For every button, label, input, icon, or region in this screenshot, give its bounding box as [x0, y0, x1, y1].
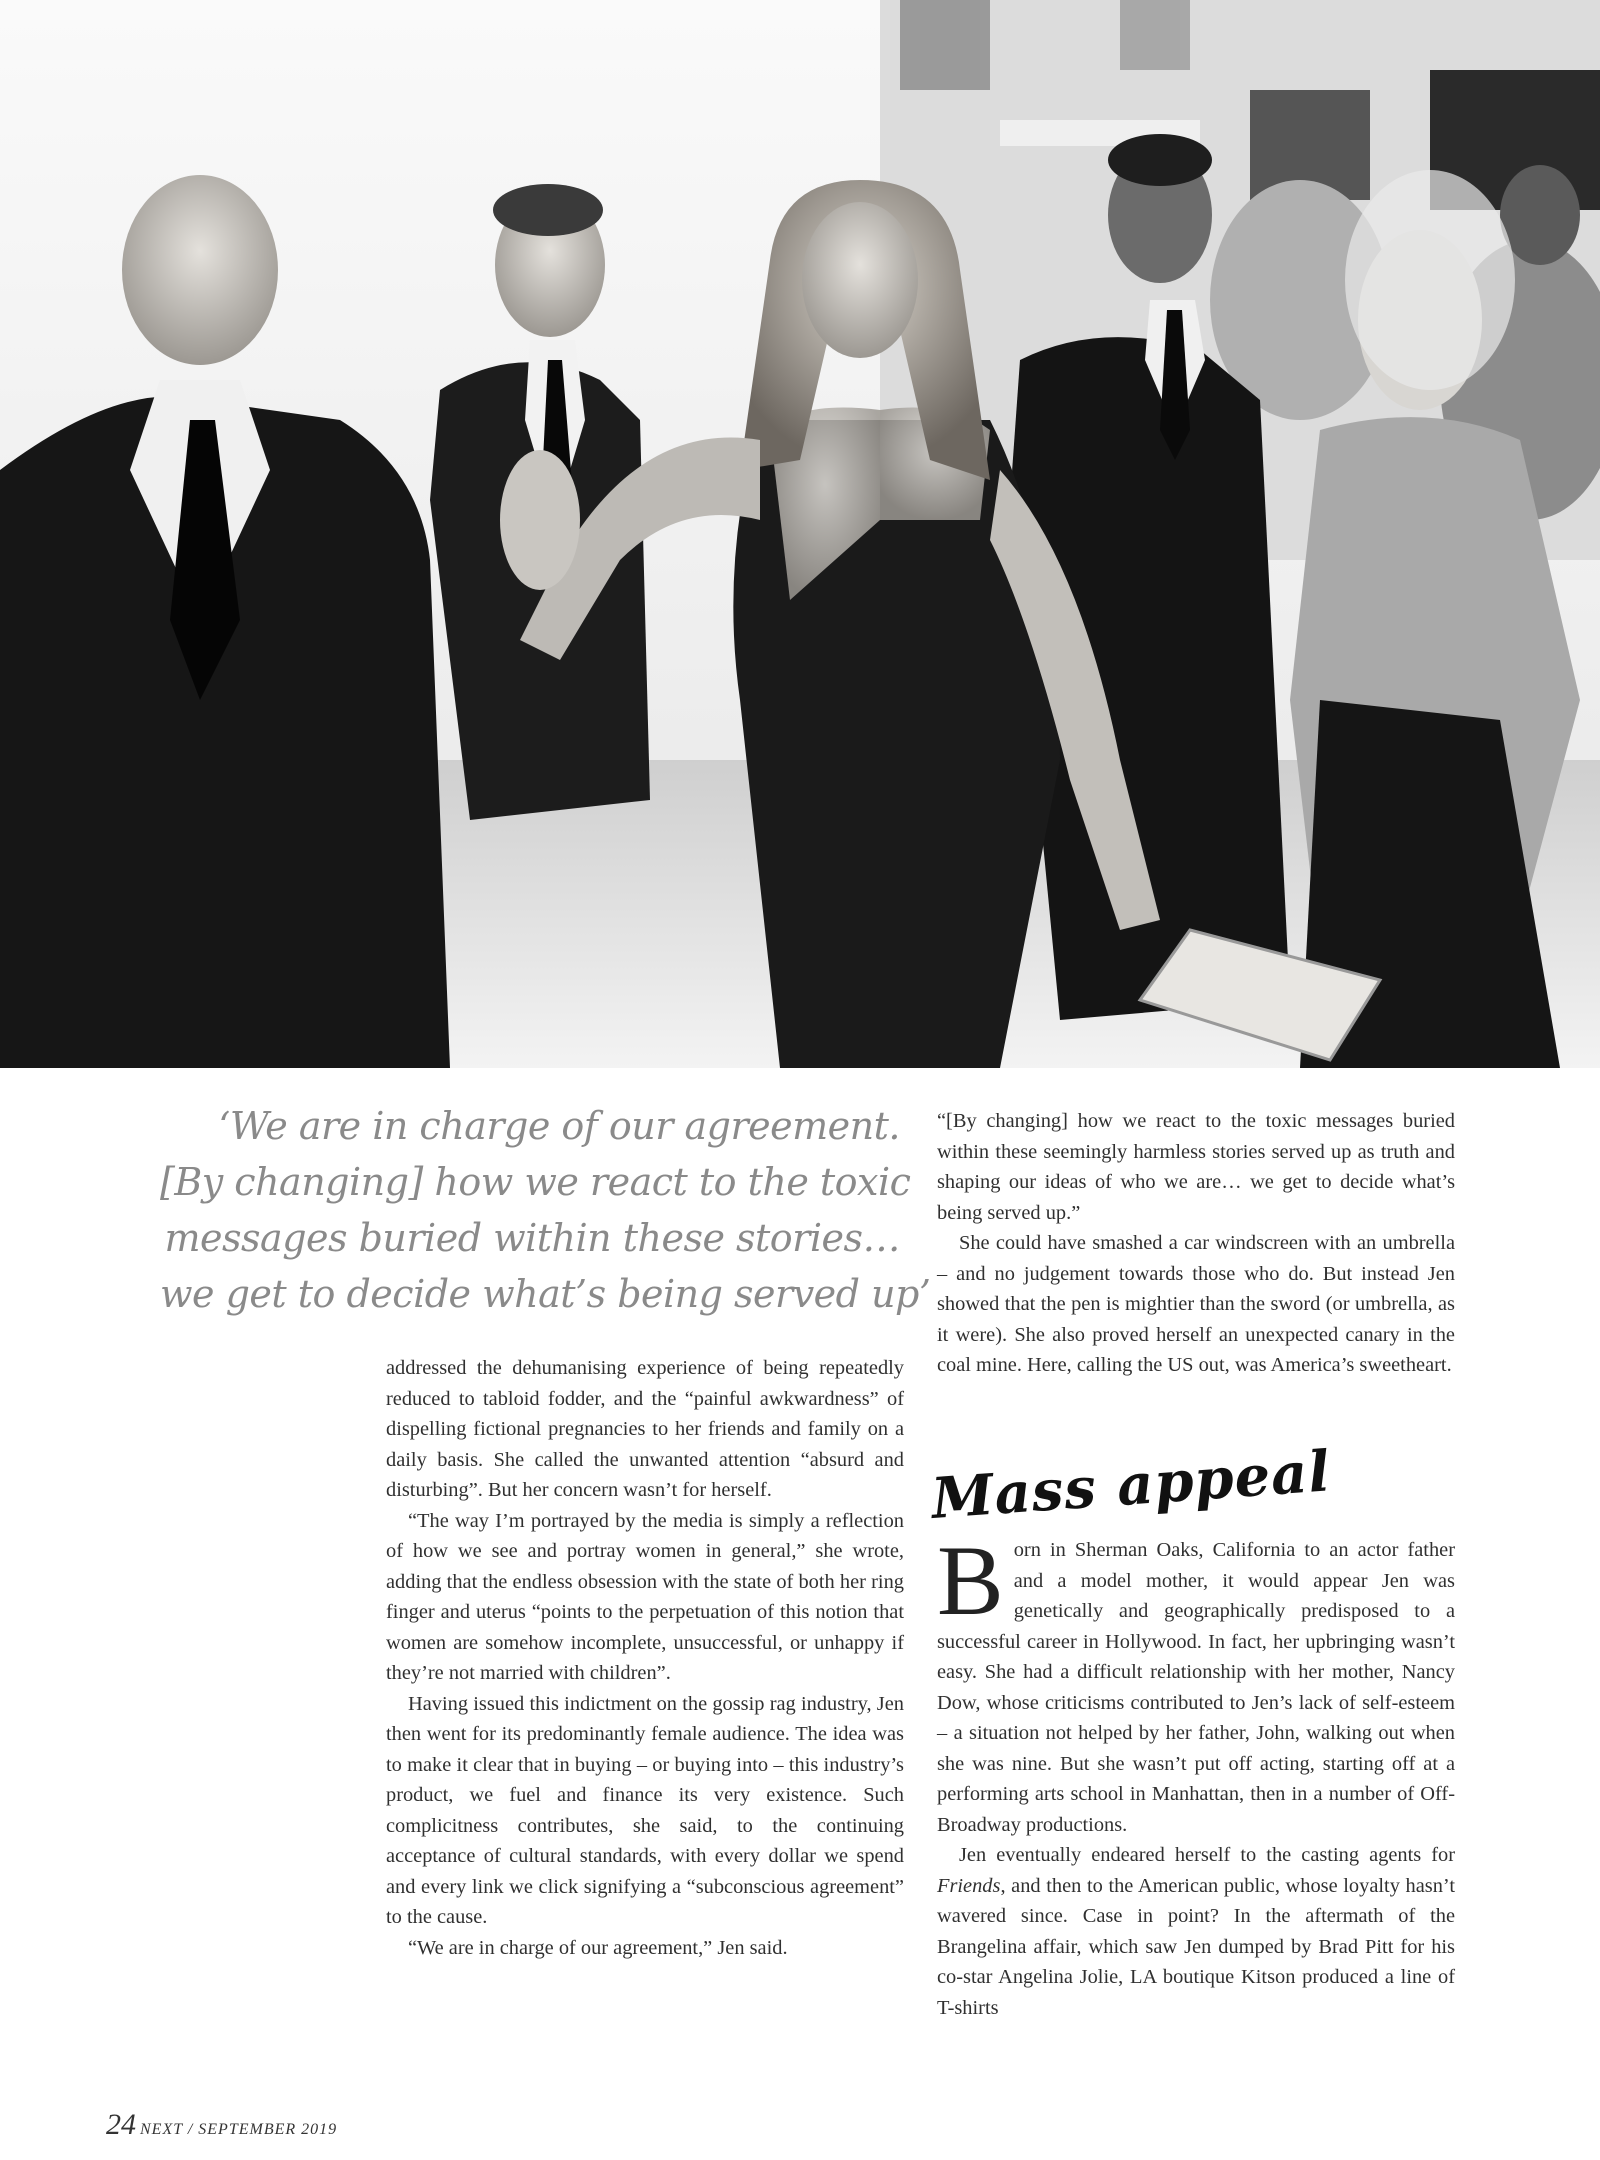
right-column-top	[937, 1106, 1455, 1381]
paragraph-text: , and then to the American public, whose loyalty hasn’t wavered since. Case in point? In the aftermath of the Brangelina affair, which saw Jen dumped by Brad Pitt for his co-star Angelina Jolie, LA boutique Kitson produced a line of T-shirts	[937, 1874, 1455, 2019]
pull-quote-line: we get to decide what’s being served up’	[160, 1272, 931, 1316]
show-title: Friends	[937, 1874, 1001, 1897]
drop-cap: B	[937, 1525, 1004, 1636]
magazine-issue: NEXT / SEPTEMBER 2019	[140, 2121, 338, 2138]
paragraph: “The way I’m portrayed by the media is simply a reflection of how we see and portray women in general,” she wrote, adding that the endless obsession with the state of both her ring finger and uterus “points to the perpetuation of this notion that women are somehow incomplete, unsuccessful, or unhappy if they’re not married with children”.	[386, 1509, 904, 1684]
paragraph-text: Jen eventually endeared herself to the casting agents for	[959, 1844, 1455, 1866]
paragraph: addressed the dehumanising experience of being repeatedly reduced to tabloid fodder, and the “painful awkwardness” of dispelling fictional pregnancies to her friends and family on a daily basis. She called the unwanted attention “absurd and disturbing”. But her concern wasn’t for herself.	[386, 1357, 904, 1501]
right-column-bottom	[937, 1525, 1455, 2023]
pull-quote-line: messages buried within these stories…	[164, 1216, 900, 1260]
page-footer	[106, 2108, 337, 2142]
left-column	[386, 1353, 904, 1963]
paragraph-with-dropcap	[937, 1525, 1455, 1840]
paragraph: “[By changing] how we react to the toxic messages buried within these seemingly harmless stories served up as truth and shaping our ideas of who we are… we get to decide what’s being served up.”	[937, 1110, 1455, 1224]
section-subheading: Mass appeal	[929, 1438, 1333, 1532]
pull-quote	[160, 1098, 931, 1322]
paragraph	[937, 1840, 1455, 2023]
pull-quote-line: ‘We are in charge of our agreement.	[218, 1104, 900, 1148]
red-carpet-photo-icon	[0, 0, 1600, 1068]
paragraph-text: orn in Sherman Oaks, California to an actor father and a model mother, it would appear Jen was genetically and geographically predisposed to a successful career in Hollywood. In fact, her upbringing wasn’t easy. She had a difficult relationship with her mother, Nancy Dow, whose criticisms contributed to Jen’s lack of self-esteem – a situation not helped by her father, John, walking out when she was nine. But she wasn’t put off acting, starting off at a performing arts school in Manhattan, then in a number of Off-Broadway productions.	[937, 1539, 1455, 1836]
paragraph: “We are in charge of our agreement,” Jen said.	[408, 1936, 788, 1959]
hero-photo	[0, 0, 1600, 1068]
pull-quote-line: [By changing] how we react to the toxic	[160, 1160, 911, 1204]
page-number: 24	[106, 2108, 136, 2141]
paragraph: She could have smashed a car windscreen with an umbrella – and no judgement towards those who do. But instead Jen showed that the pen is mightier than the sword (or umbrella, as it were). She also proved herself an unexpected canary in the coal mine. Here, calling the US out, was America’s sweetheart.	[937, 1232, 1455, 1376]
paragraph: Having issued this indictment on the gossip rag industry, Jen then went for its predominantly female audience. The idea was to make it clear that in buying – or buying into – this industry’s product, we fuel and finance its very existence. Such complicitness contributes, she said, to the continuing acceptance of cultural standards, with every dollar we spend and every link we click signifying a “subconscious agreement” to the cause.	[386, 1692, 904, 1928]
